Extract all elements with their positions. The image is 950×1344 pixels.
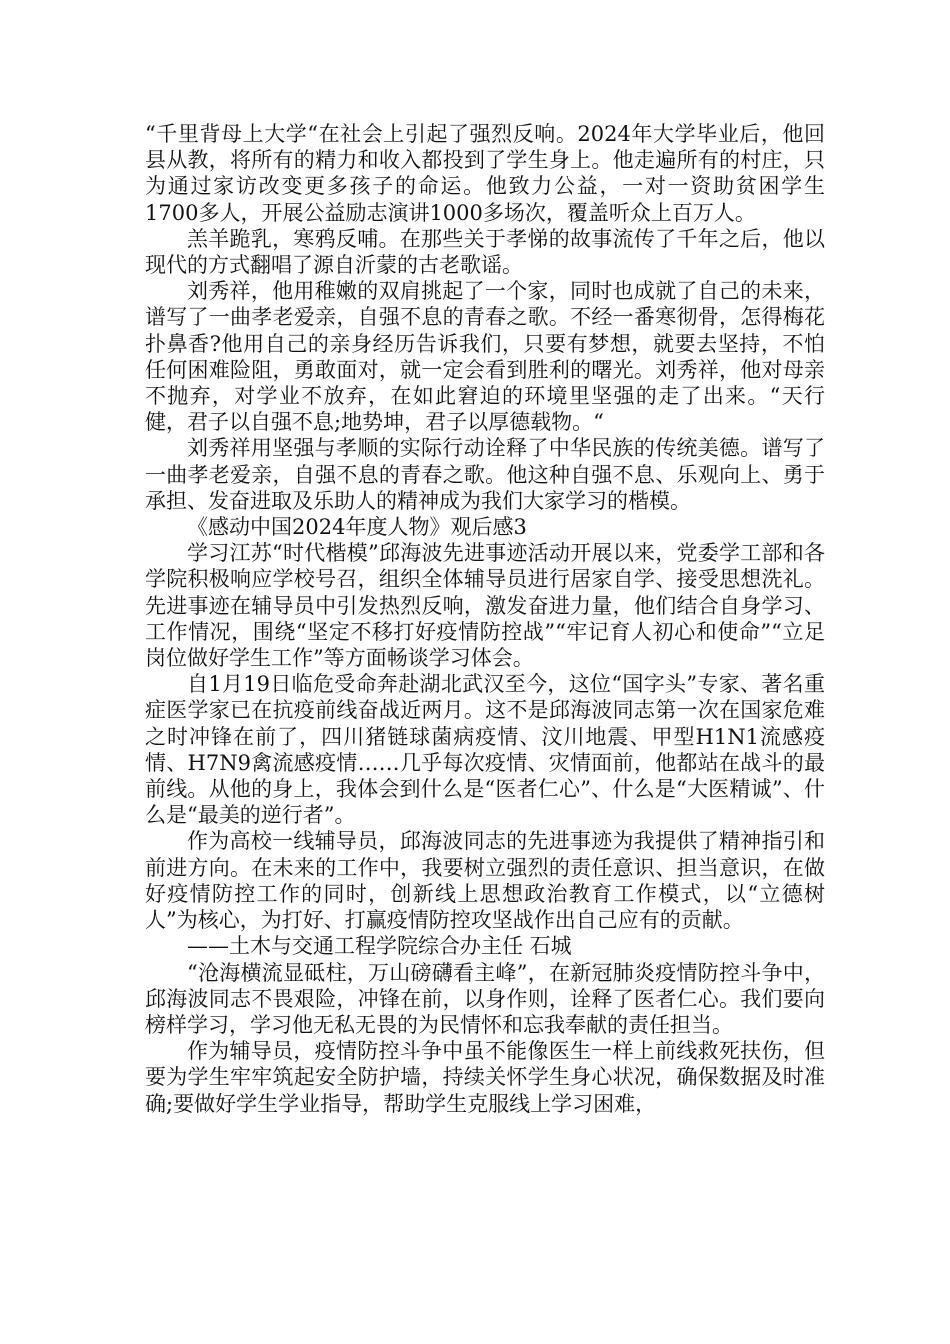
document-body: [145, 121, 825, 1117]
paragraph-7: 作为高校一线辅导员，邱海波同志的先进事迹为我提供了精神指引和前进方向。在未来的工作中，我要树立强烈的责任意识、担当意识，在做好疫情防控工作的同时，创新线上思想政治教育工作模式，以“立德树人”为核心，为打好、打赢疫情防控攻坚战作出自己应有的贡献。: [145, 829, 825, 933]
paragraph-4: 刘秀祥用坚强与孝顺的实际行动诠释了中华民族的传统美德。谱写了一曲孝老爱亲，自强不息的青春之歌。他这种自强不息、乐观向上、勇于承担、发奋进取及乐助人的精神成为我们大家学习的楷模。: [145, 436, 825, 513]
paragraph-8: “沧海横流显砥柱，万山磅礴看主峰”，在新冠肺炎疫情防控斗争中，邱海波同志不畏艰险，冲锋在前，以身作则，诠释了医者仁心。我们要向榜样学习，学习他无私无畏的为民情怀和忘我奉献的责任担当。: [145, 960, 825, 1037]
paragraph-6: 自1月19日临危受命奔赴湖北武汉至今，这位“国字头”专家、著名重症医学家已在抗疫前线奋战近两月。这不是邱海波同志第一次在国家危难之时冲锋在前了，四川猪链球菌病疫情、汶川地震、甲型H1N1流感疫情、H7N9禽流感疫情……几乎每次疫情、灾情面前，他都站在战斗的最前线。从他的身上，我体会到什么是“医者仁心”、什么是“大医精诚”、什么是“最美的逆行者”。: [145, 672, 825, 828]
paragraph-9: 作为辅导员，疫情防控斗争中虽不能像医生一样上前线救死扶伤，但要为学生牢牢筑起安全防护墙，持续关怀学生身心状况，确保数据及时准确;要做好学生学业指导，帮助学生克服线上学习困难，: [145, 1039, 825, 1116]
signature-line: ——土木与交通工程学院综合办主任 石城: [187, 934, 572, 959]
paragraph-2: 羔羊跪乳，寒鸦反哺。在那些关于孝悌的故事流传了千年之后，他以现代的方式翻唱了源自沂蒙的古老歌谣。: [145, 226, 825, 278]
paragraph-1: “千里背母上大学“在社会上引起了强烈反响。2024年大学毕业后，他回县从教，将所有的精力和收入都投到了学生身上。他走遍所有的村庄，只为通过家访改变更多孩子的命运。他致力公益，一对一资助贫困学生1700多人，开展公益励志演讲1000多场次，覆盖听众上百万人。: [145, 122, 825, 225]
section-heading: 《感动中国2024年度人物》观后感3: [187, 515, 527, 540]
paragraph-5: 学习江苏“时代楷模”邱海波先进事迹活动开展以来，党委学工部和各学院积极响应学校号召，组织全体辅导员进行居家自学、接受思想洗礼。先进事迹在辅导员中引发热烈反响，激发奋进力量，他们结合自身学习、工作情况，围绕“坚定不移打好疫情防控战”“牢记育人初心和使命”“立足岗位做好学生工作”等方面畅谈学习体会。: [145, 541, 825, 671]
paragraph-3: 刘秀祥，他用稚嫩的双肩挑起了一个家，同时也成就了自己的未来，谱写了一曲孝老爱亲，自强不息的青春之歌。不经一番寒彻骨，怎得梅花扑鼻香?他用自己的亲身经历告诉我们，只要有梦想，就要去坚持，不怕任何困难险阻，勇敢面对，就一定会看到胜利的曙光。刘秀祥，他对母亲不抛弃，对学业不放弃，在如此窘迫的环境里坚强的走了出来。“天行健，君子以自强不息;地势坤，君子以厚德载物。“: [145, 279, 825, 435]
